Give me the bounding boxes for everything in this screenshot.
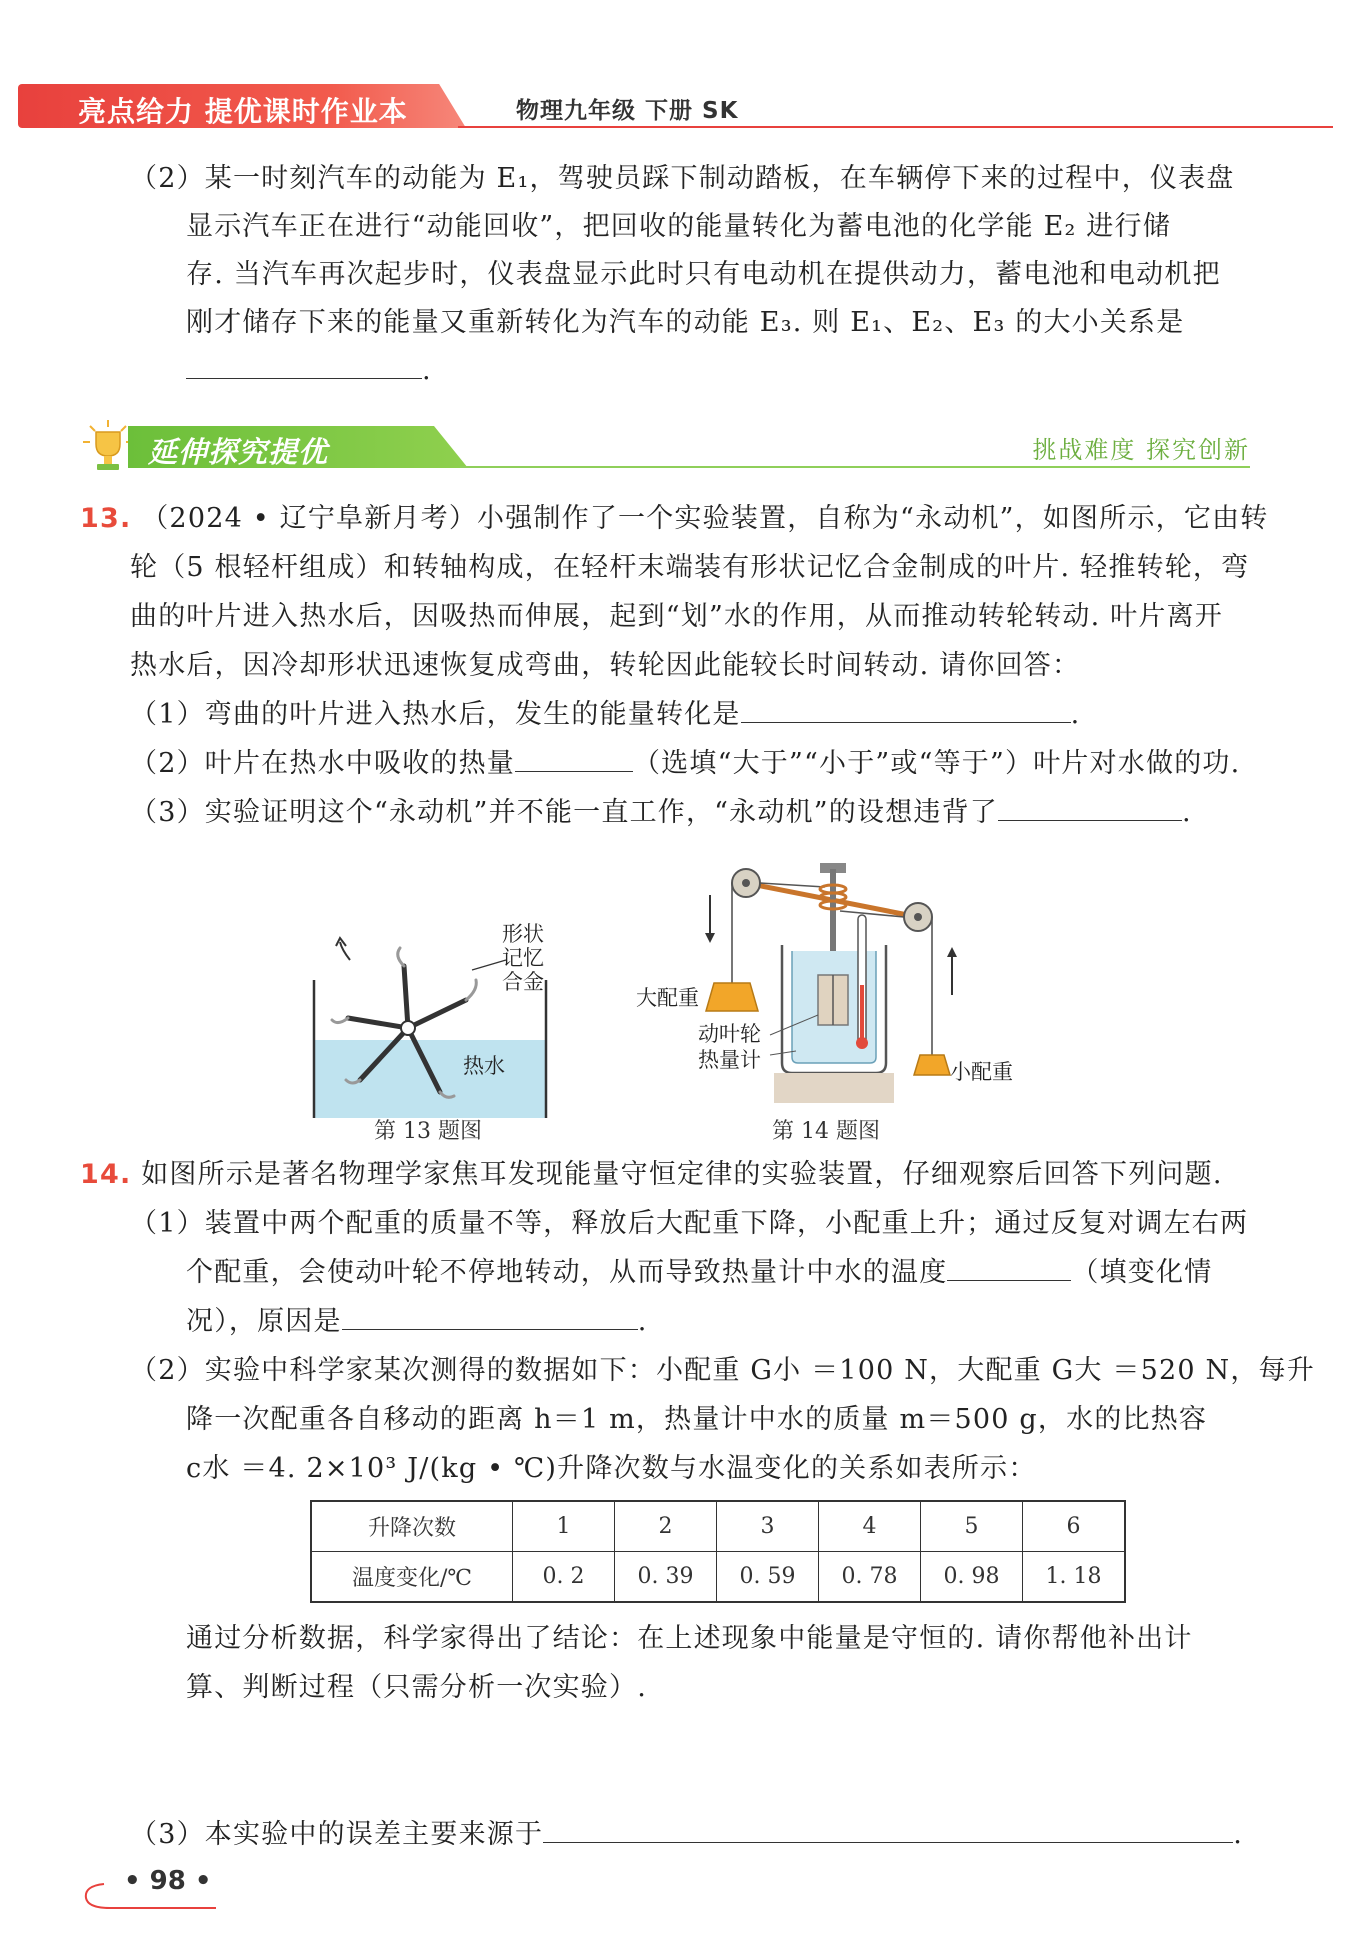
end-mark: . [422, 355, 432, 386]
section-subtitle: 挑战难度 探究创新 [1032, 436, 1250, 464]
fig14-label-big-weight: 大配重 [636, 986, 699, 1010]
q13-line4: 热水后，因冷却形状迅速恢复成弯曲，转轮因此能较长时间转动. 请你回答： [130, 650, 1081, 681]
q13-part2-text: （2）叶片在热水中吸收的热量 [130, 748, 515, 779]
table-cell: 0. 39 [615, 1552, 717, 1603]
table-cell: 4 [819, 1501, 921, 1552]
q14-conclusion-line1: 通过分析数据，科学家得出了结论：在上述现象中能量是守恒的. 请你帮他补出计 [186, 1623, 1193, 1654]
table-row [311, 1552, 1125, 1603]
q14-number: 14. [80, 1159, 132, 1190]
q13-part3-blank[interactable] [998, 790, 1182, 821]
q14-part3-text: （3）本实验中的误差主要来源于 [130, 1819, 544, 1850]
q14-part1-reason-text: 况），原因是 [186, 1306, 342, 1337]
header-brand: 亮点给力 提优课时作业本 [78, 95, 408, 128]
q14-data-table [310, 1500, 1126, 1603]
fig14-label-paddle-wheel: 动叶轮 [698, 1022, 761, 1046]
q14-part3-blank[interactable] [543, 1812, 1233, 1843]
q14-part2-line3: c水 ＝4. 2×10³ J/(kg • ℃)升降次数与水温变化的关系如表所示： [186, 1453, 1037, 1484]
q13-text: （2024 • 辽宁阜新月考）小强制作了一个实验装置，自称为“永动机”，如图所示，它由转 [141, 503, 1269, 534]
q13-line2: 轮（5 根轻杆组成）和转轴构成，在轻杆末端装有形状记忆合金制成的叶片. 轻推转轮，弯 [130, 552, 1250, 583]
q14-part2-line1: （2）实验中科学家某次测得的数据如下：小配重 G小 ＝100 N，大配重 G大 ＝520 N，每升 [130, 1355, 1315, 1386]
q13-part2-text-tail: （选填“大于”“小于”或“等于”）叶片对水做的功. [632, 748, 1241, 779]
q13-part1-blank[interactable] [741, 692, 1071, 723]
header-subject: 物理九年级 下册 SK [516, 98, 739, 124]
q14-part1-text-tail: （填变化情 [1071, 1257, 1213, 1288]
q14-part1-blank-temp[interactable] [947, 1250, 1071, 1281]
table-cell: 1. 18 [1023, 1552, 1126, 1603]
q13-part1-text: （1）弯曲的叶片进入热水后，发生的能量转化是 [130, 699, 741, 730]
q13-part3-text: （3）实验证明这个“永动机”并不能一直工作，“永动机”的设想违背了 [130, 797, 998, 828]
fig13-label-alloy-2: 记忆 [502, 946, 544, 970]
table-header-temp: 温度变化/℃ [311, 1552, 513, 1603]
fig13-label-alloy-1: 形状 [502, 922, 544, 946]
table-cell: 3 [717, 1501, 819, 1552]
q14-part1-line1: （1）装置中两个配重的质量不等，释放后大配重下降，小配重上升；通过反复对调左右两 [130, 1208, 1249, 1239]
table-row [311, 1501, 1125, 1552]
table-cell: 0. 59 [717, 1552, 819, 1603]
fig14-label-small-weight: 小配重 [950, 1060, 1013, 1084]
q13-part2-blank[interactable] [515, 741, 633, 772]
section-title: 延伸探究提优 [148, 435, 329, 469]
q14-intro [80, 1150, 1223, 1199]
table-cell: 0. 2 [513, 1552, 615, 1603]
end-mark: . [1182, 797, 1192, 828]
table-cell: 2 [615, 1501, 717, 1552]
header-rule [458, 126, 1333, 128]
q14-part1-text: 个配重，会使动叶轮不停地转动，从而导致热量计中水的温度 [186, 1257, 948, 1288]
table-cell: 1 [513, 1501, 615, 1552]
fig13-label-alloy-3: 合金 [502, 970, 544, 994]
table-cell: 0. 78 [819, 1552, 921, 1603]
end-mark: . [1070, 699, 1081, 730]
q13-line3: 曲的叶片进入热水后，因吸热而伸展，起到“划”水的作用，从而推动转轮转动. 叶片离开 [130, 601, 1223, 632]
answer-blank[interactable] [186, 348, 422, 379]
section-banner [80, 418, 1250, 472]
q14-part1-line2 [186, 1248, 1212, 1297]
table-cell: 6 [1023, 1501, 1126, 1552]
q13-part3 [130, 788, 1192, 837]
section-rule [460, 466, 1250, 468]
q14-part1-blank-reason[interactable] [342, 1299, 638, 1330]
trophy-icon [80, 418, 136, 474]
prev-q-part2-line2: 显示汽车正在进行“动能回收”，把回收的能量转化为蓄电池的化学能 E₂ 进行储 [186, 211, 1171, 242]
q14-intro-text: 如图所示是著名物理学家焦耳发现能量守恒定律的实验装置，仔细观察后回答下列问题. [141, 1159, 1223, 1190]
q14-conclusion-line2: 算、判断过程（只需分析一次实验）. [186, 1672, 647, 1703]
prev-q-part2-line3: 存. 当汽车再次起步时，仪表盘显示此时只有电动机在提供动力，蓄电池和电动机把 [186, 259, 1221, 290]
table-cell: 5 [921, 1501, 1023, 1552]
prev-q-part2-line4: 刚才储存下来的能量又重新转化为汽车的动能 E₃. 则 E₁、E₂、E₃ 的大小关系是 [186, 307, 1185, 338]
table-cell: 0. 98 [921, 1552, 1023, 1603]
q14-part1-line3 [186, 1297, 648, 1346]
q13-number: 13. [80, 503, 132, 534]
prev-q-answer-line [186, 346, 432, 395]
prev-q-part2-line1: （2）某一时刻汽车的动能为 E₁，驾驶员踩下制动踏板，在车辆停下来的过程中，仪表盘 [130, 163, 1235, 194]
q14-part2-line2: 降一次配重各自移动的距离 h＝1 m，热量计中水的质量 m＝500 g，水的比热容 [186, 1404, 1208, 1435]
fig13-label-water: 热水 [463, 1054, 505, 1078]
page-header [18, 84, 1333, 128]
end-mark: . [1233, 1819, 1243, 1850]
page-number: • 98 • [124, 1866, 212, 1896]
end-mark: . [637, 1306, 648, 1337]
fig14-caption: 第 14 题图 [772, 1119, 880, 1144]
q13-line1 [80, 494, 1268, 543]
table-header-count: 升降次数 [311, 1501, 513, 1552]
q14-part3 [130, 1810, 1243, 1859]
fig14-label-calorimeter: 热量计 [698, 1048, 761, 1072]
q13-part1 [130, 690, 1080, 739]
fig13-caption: 第 13 题图 [374, 1119, 482, 1144]
q13-part2 [130, 739, 1240, 788]
